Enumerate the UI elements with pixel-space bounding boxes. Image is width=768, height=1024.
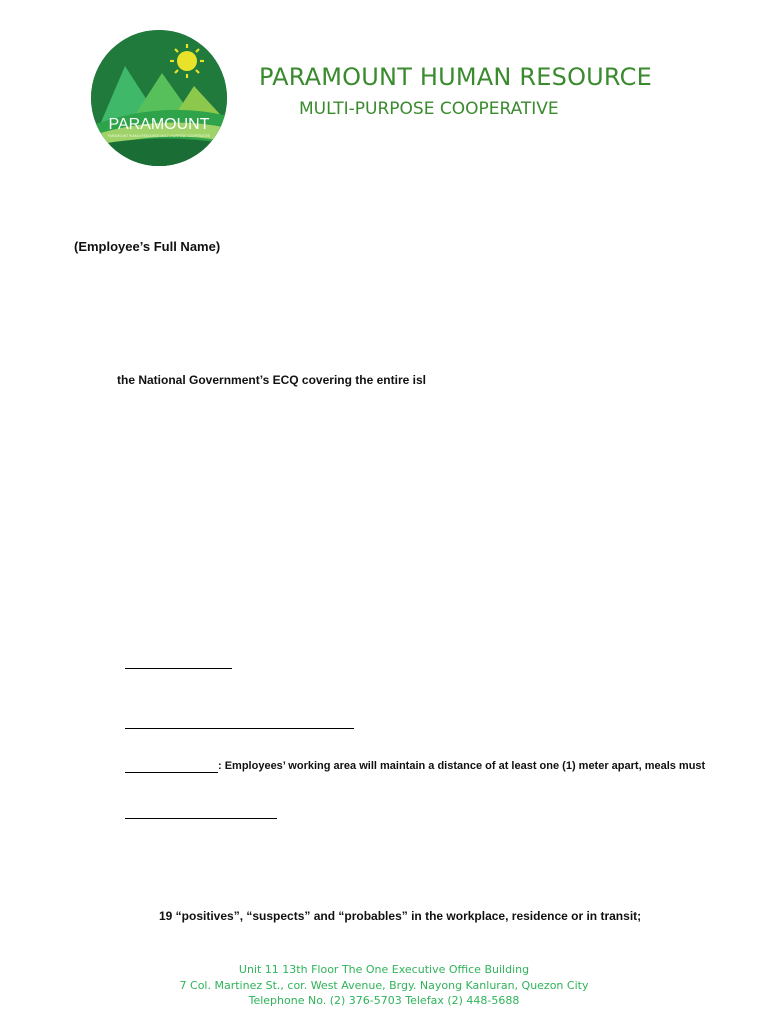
employee-name-label: (Employee’s Full Name) — [74, 239, 221, 254]
footer-address-line: Unit 11 13th Floor The One Executive Office Building — [238, 963, 530, 976]
logo-tagline: PARAMOUNT HUMAN RESOURCE MULTI-PURPOSE COOPERATIVE — [107, 134, 211, 138]
ecq-paragraph-text: the National Government’s ECQ covering the entire isl — [117, 373, 426, 387]
paramount-logo — [90, 28, 228, 168]
blank-line — [125, 772, 218, 773]
footer-phone-line: Telephone No. (2) 376-5703 Telefax (2) 448-5688 — [248, 994, 520, 1007]
logo-wordmark: PARAMOUNT — [108, 116, 210, 133]
positives-text: 19 “positives”, “suspects” and “probables” in the workplace, residence or in transit; — [159, 909, 642, 923]
blank-line — [125, 728, 354, 729]
footer-address-line: 7 Col. Martinez St., cor. West Avenue, Brgy. Nayong Kanluran, Quezon City — [179, 978, 589, 992]
footer-address — [0, 962, 768, 1009]
blank-line — [125, 668, 232, 669]
distancing-text: : Employees’ working area will maintain a distance of at least one (1) meter apart, meals must — [218, 760, 706, 772]
organization-name: PARAMOUNT HUMAN RESOURCE — [259, 63, 652, 91]
organization-subtitle: MULTI-PURPOSE COOPERATIVE — [299, 99, 559, 119]
blank-line — [125, 818, 277, 819]
